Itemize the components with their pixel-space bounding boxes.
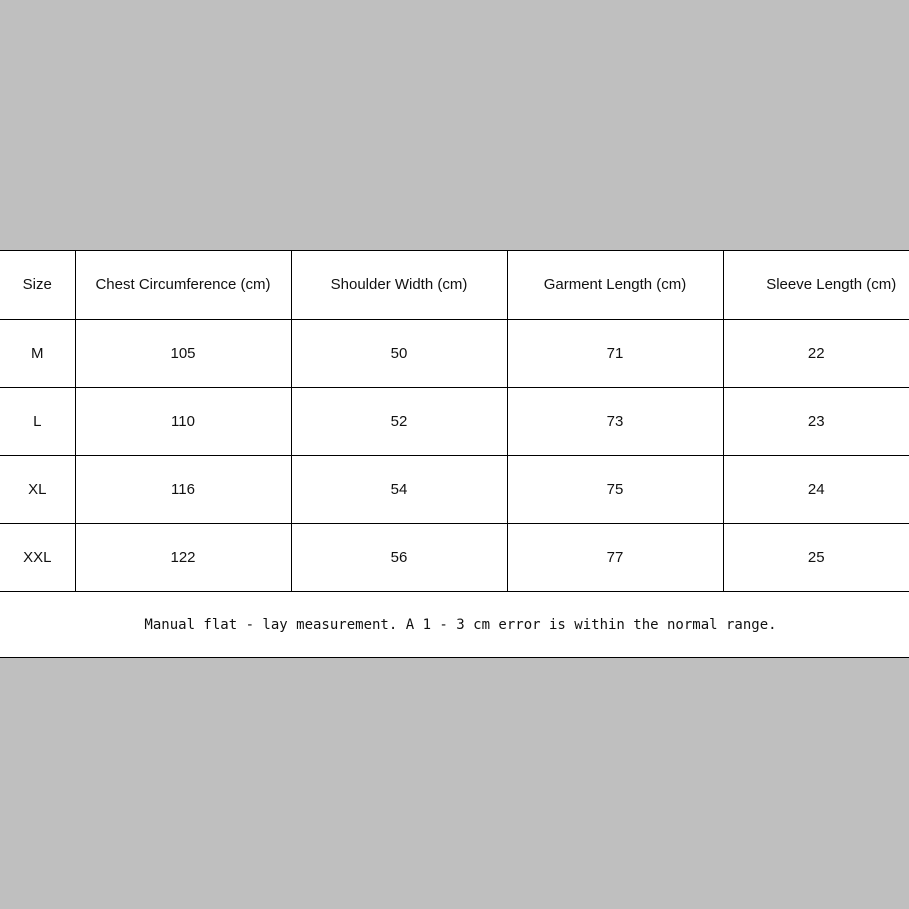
table-header-row (0, 251, 909, 319)
cell-shoulder: 50 (291, 319, 507, 387)
cell-shoulder: 54 (291, 455, 507, 523)
cell-size: L (0, 387, 75, 455)
size-chart (0, 250, 909, 658)
table-row (0, 523, 909, 591)
cell-length: 75 (507, 455, 723, 523)
header-size: Size (0, 251, 75, 319)
table-row (0, 319, 909, 387)
cell-chest: 110 (75, 387, 291, 455)
cell-shoulder: 56 (291, 523, 507, 591)
cell-length: 73 (507, 387, 723, 455)
cell-length: 71 (507, 319, 723, 387)
cell-sleeve: 22 (723, 319, 909, 387)
cell-size: M (0, 319, 75, 387)
cell-chest: 122 (75, 523, 291, 591)
size-table (0, 251, 909, 592)
header-length: Garment Length (cm) (507, 251, 723, 319)
cell-sleeve: 25 (723, 523, 909, 591)
table-row (0, 455, 909, 523)
cell-shoulder: 52 (291, 387, 507, 455)
cell-sleeve: 24 (723, 455, 909, 523)
cell-chest: 116 (75, 455, 291, 523)
header-sleeve-label: Sleeve Length (cm) (766, 276, 897, 294)
header-sleeve (723, 251, 909, 319)
cell-chest: 105 (75, 319, 291, 387)
header-chest: Chest Circumference (cm) (75, 251, 291, 319)
cell-sleeve: 23 (723, 387, 909, 455)
measurement-note: Manual flat - lay measurement. A 1 - 3 cm error is within the normal range. (144, 616, 777, 633)
cell-size: XXL (0, 523, 75, 591)
cell-size: XL (0, 455, 75, 523)
table-row (0, 387, 909, 455)
cell-length: 77 (507, 523, 723, 591)
header-shoulder: Shoulder Width (cm) (291, 251, 507, 319)
